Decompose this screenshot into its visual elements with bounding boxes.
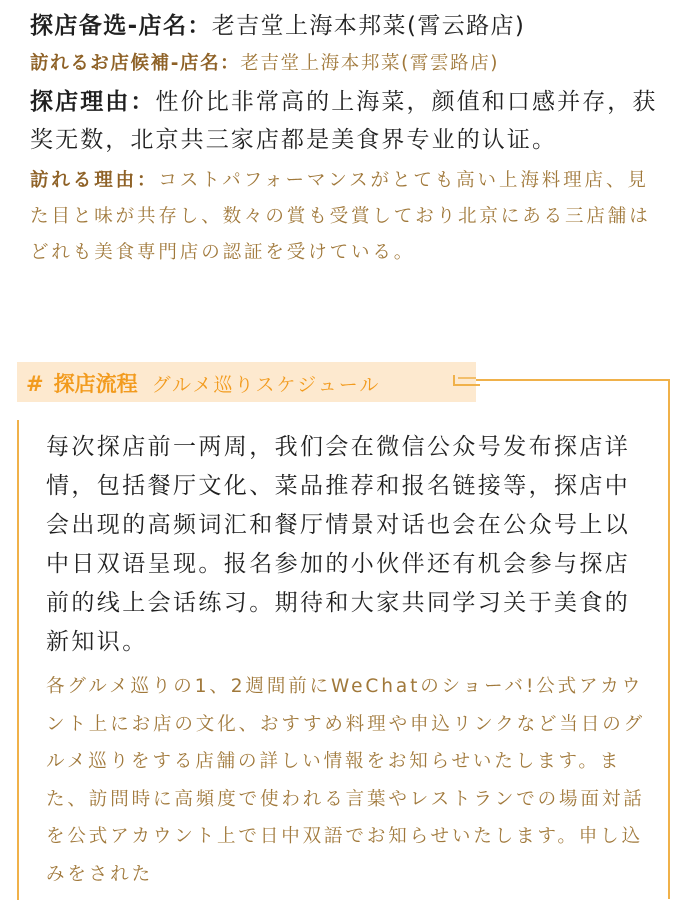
- section-heading: [26, 366, 380, 402]
- section-title-zh: 探店流程: [53, 372, 138, 396]
- store-name-ja-value: 老吉堂上海本邦菜(霄雲路店): [240, 53, 500, 74]
- section-body: [46, 428, 646, 893]
- section-title-ja: グルメ巡りスケジュール: [151, 374, 381, 396]
- store-name-ja-label: 訪れるお店候補-店名：: [30, 53, 241, 74]
- section-body-ja: 各グルメ巡りの1、2週間前にWeChatのショーバ!公式アカウント上にお店の文化、おすすめ料理や申込リンクなど当日のグルメ巡りをする店舗の詳しい情報をお知らせいたします。また、訪問時に高頻度で使われる言葉やレストランでの場面対話を公式アカウント上で日中双語でお知らせいたします。申し込みをされた: [46, 676, 646, 885]
- store-name-zh-value: 老吉堂上海本邦菜(霄云路店): [211, 13, 526, 39]
- reason-zh: [30, 83, 662, 159]
- store-name-ja: [30, 46, 662, 81]
- reason-zh-value: 性价比非常高的上海菜，颜值和口感并存，获奖无数，北京共三家店都是美食界专业的认证。: [30, 89, 658, 153]
- reason-ja-value: コストパフォーマンスがとても高い上海料理店、見た目と味が共存し、数々の賞も受賞しており北京にある三店舗はどれも美食専門店の認証を受けている。: [30, 170, 651, 263]
- section-frame-right-line: [668, 379, 670, 899]
- hash-icon: #: [26, 372, 44, 396]
- intro-section: [30, 6, 662, 271]
- section-body-zh: 每次探店前一两周，我们会在微信公众号发布探店详情，包括餐厅文化、菜品推荐和报名链接等，探店中会出现的高频词汇和餐厅情景对话也会在公众号上以中日双语呈现。报名参加的小伙伴还有机会参与探店前的线上会话练习。期待和大家共同学习关于美食的新知识。: [46, 434, 631, 655]
- heading-bracket-icon: [452, 373, 482, 387]
- store-name-zh-label: 探店备选-店名：: [30, 13, 212, 39]
- section-frame-top-line: [476, 379, 670, 381]
- section-frame-left-line: [17, 420, 19, 900]
- reason-ja: [30, 163, 662, 271]
- store-name-zh: [30, 6, 662, 46]
- reason-zh-label: 探店理由：: [30, 89, 156, 115]
- reason-ja-label: 訪れる理由：: [30, 170, 159, 191]
